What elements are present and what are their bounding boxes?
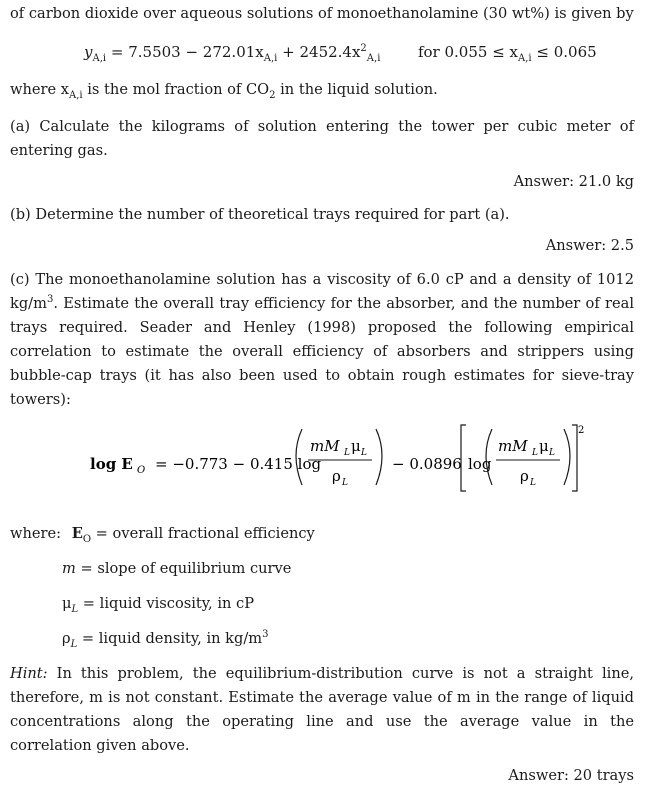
corr-den-2: ρ [520, 467, 529, 485]
corr-den-sub-1: L [342, 478, 348, 488]
bracket-right [572, 425, 577, 491]
def-row-3 [62, 629, 268, 649]
def-text-0: = overall fractional efficiency [91, 525, 315, 542]
eq-rhs-a: = 7.5503 − 272.01x [110, 43, 264, 61]
eq-rhs-b: + 2452.4x [282, 43, 361, 61]
def-row-0 [10, 524, 315, 544]
corr-num-sub-1: L [344, 448, 350, 458]
corr-mu-sub-1: L [361, 448, 367, 458]
corr-mid: − 0.0896 [392, 455, 462, 473]
def-text-3: = liquid density, in kg/m [77, 630, 263, 647]
intro-line: of carbon dioxide over aqueous solutions of monoethanolamine (30 wt%) is given by [10, 5, 634, 22]
corr-den-sub-2: L [530, 478, 536, 488]
corr-power: 2 [578, 425, 585, 436]
part-a-answer: Answer: 21.0 kg [513, 173, 634, 190]
paren-right-2 [564, 429, 570, 485]
where-line-sub: A,i [69, 89, 83, 101]
hint-text: In this problem, the equilibrium-distribution curve is not a straight line, therefore, m is not constant. Estimate the average value of m in the range of liquid concentrations along the operating line and use the average value in the correlation given above. [10, 665, 634, 754]
def-sup-3: 3 [262, 629, 269, 641]
corr-lhs: log E [90, 455, 133, 473]
part-a-text: (a) Calculate the kilograms of solution entering the tower per cubic meter of entering gas. [10, 118, 634, 159]
eq-range-a: for 0.055 ≤ x [417, 43, 518, 61]
def-row-1 [62, 559, 291, 579]
final-answer: Answer: 20 trays [508, 767, 634, 784]
eq-range-sub: A,i [518, 53, 532, 64]
part-b-answer: Answer: 2.5 [545, 237, 634, 254]
def-sub-0: O [82, 533, 92, 545]
def-where-label: where: [10, 525, 62, 542]
eq-sub-1: A,i [263, 53, 278, 64]
co2-sub: 2 [269, 89, 276, 101]
corr-num-2: mM [498, 437, 528, 455]
corr-const: = −0.773 − 0.415 log [155, 455, 322, 473]
hint-label: Hint: [10, 665, 48, 682]
def-row-2 [62, 594, 254, 614]
corr-mu-sub-2: L [549, 448, 555, 458]
def-text-2: = liquid viscosity, in cP [78, 595, 255, 612]
corr-num-sub-2: L [532, 448, 538, 458]
part-c-text-b: . Estimate the overall tray efficiency for the absorber, and the number of real trays required. Seader and Henley (1998) proposed the following empirical correlation to estimate the overall efficiency of absorbers and strippers using bubble-cap trays (it has also been used to obtain rough estimates for sieve-tray towers): [10, 295, 634, 408]
eq-lhs: y [84, 43, 93, 61]
paren-right-1 [376, 429, 382, 485]
eq-sup-2: 2 [360, 43, 367, 54]
eq-range-b: ≤ 0.065 [536, 43, 597, 61]
def-sym-2: μ [62, 595, 72, 612]
def-sym-1: m [62, 560, 76, 577]
part-b-text: (b) Determine the number of theoretical trays required for part (a). [10, 206, 510, 223]
def-sub-3: L [70, 638, 78, 650]
corr-log-2: log [468, 455, 492, 473]
hint-paragraph [10, 662, 634, 758]
where-line [10, 80, 438, 100]
corr-lhs-sub: O [137, 465, 146, 476]
part-c-text [10, 268, 634, 412]
def-text-1: = slope of equilibrium curve [75, 560, 292, 577]
def-sym-3: ρ [62, 630, 71, 647]
corr-num-1: mM [310, 437, 340, 455]
eq-lhs-sub: A,i [92, 53, 107, 64]
where-line-b: is the mol fraction of CO [82, 81, 270, 98]
corr-den-1: ρ [332, 467, 341, 485]
corr-mu-2: μ [539, 437, 549, 455]
part-c-sup: 3 [46, 294, 54, 306]
part-c-text-a: (c) The monoethanolamine solution has a viscosity of 6.0 cP and a density of 1012 kg/m [10, 271, 634, 312]
correlation-equation [10, 415, 634, 505]
where-line-c: in the liquid solution. [275, 81, 438, 98]
eq-sub-2: A,i [366, 53, 381, 64]
where-line-a: where x [10, 81, 70, 98]
corr-mu-1: μ [351, 437, 361, 455]
equilibrium-equation [84, 43, 597, 64]
def-sub-2: L [71, 603, 79, 615]
def-sym-0: E [71, 525, 83, 542]
